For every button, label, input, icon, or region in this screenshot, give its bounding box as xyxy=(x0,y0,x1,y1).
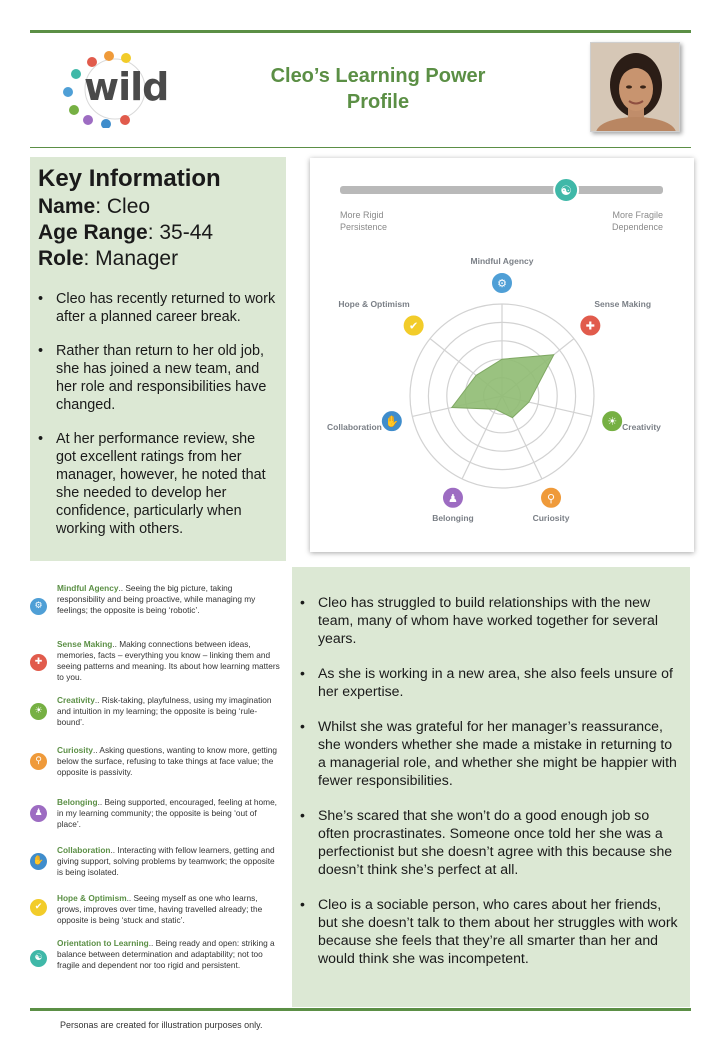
role-label: Role xyxy=(38,247,84,270)
story-bullet: • Cleo is a sociable person, who cares about her friends, but she doesn’t talk to them about her struggles with work because she feels that they’re all smarter than her and would think she was incompetent. xyxy=(300,895,678,967)
age-label: Age Range xyxy=(38,221,148,244)
people-icon: ♟ xyxy=(30,805,47,822)
key-information-bullet: • Cleo has recently returned to work after a planned career break. xyxy=(38,290,278,326)
story-bullet: • As she is working in a new area, she also feels unsure of her expertise. xyxy=(300,664,678,700)
yin-yang-icon: ☯ xyxy=(560,184,572,199)
name-value: : Cleo xyxy=(95,195,151,218)
logo-text: wild xyxy=(84,65,169,109)
definition-term: Creativity xyxy=(57,695,95,705)
lightbulb-icon: ☀ xyxy=(30,703,47,720)
magnifier-icon: ⚲ xyxy=(30,753,47,770)
definition-text: .. Risk-taking, playfulness, using my imagination and intuition in my learning; the opposite is being ‘rule-bound’. xyxy=(57,695,272,727)
puzzle-icon: ✚ xyxy=(30,654,47,671)
radar-axis-label: Sense Making xyxy=(594,298,652,309)
role-value: : Manager xyxy=(83,247,179,270)
thumbs-up-icon-glyph: ✔ xyxy=(409,319,419,333)
name-label: Name xyxy=(38,195,96,218)
definition-text: .. Being ready and open: striking a balance between determination and adaptability; not too fragile and dependent nor too rigid and persistent. xyxy=(57,938,275,970)
radar-axis-label: Mindful Agency xyxy=(470,256,534,266)
definition-term: Hope & Optimism xyxy=(57,893,127,903)
radar-axis-label: Hope & Optimism xyxy=(338,298,410,309)
definition-term: Mindful Agency xyxy=(57,583,119,593)
title-line-1: Cleo’s Learning Power xyxy=(270,65,486,87)
radar-axis-label: Collaboration xyxy=(327,422,382,433)
radar-axis-label: Curiosity xyxy=(532,512,570,523)
gear-icon-glyph: ⚙ xyxy=(497,277,507,290)
bottom-rule xyxy=(30,1008,691,1011)
title-line-2: Profile xyxy=(346,91,410,113)
age-row xyxy=(38,220,278,246)
radar-axis-label: Belonging xyxy=(432,512,474,523)
orientation-slider-track xyxy=(340,186,663,194)
definition-term: Curiosity xyxy=(57,745,93,755)
name-row xyxy=(38,194,278,220)
definition-term: Belonging xyxy=(57,797,98,807)
definition-text: .. Making connections between ideas, memories, facts – everything you know – linking them and seeing patterns and meaning. Its about how learning matters to you. xyxy=(57,639,280,682)
handshake-icon: ✋ xyxy=(30,853,47,870)
key-information-bullet: • Rather than return to her old job, she has joined a new team, and her role and responsibilities have changed. xyxy=(38,342,278,414)
thumbs-up-icon: ✔ xyxy=(30,899,47,916)
definition-text: .. Being supported, encouraged, feeling at home, in my learning community; the opposite is being ‘out of place’. xyxy=(57,797,277,829)
wild-logo xyxy=(60,50,170,128)
key-information-heading: Key Information xyxy=(38,165,221,192)
puzzle-icon-glyph: ✚ xyxy=(585,319,595,333)
handshake-icon-glyph: ✋ xyxy=(384,415,399,429)
radar-axis-label: Creativity xyxy=(622,422,661,433)
footer-note: Personas are created for illustration purposes only. xyxy=(60,1020,263,1030)
magnifier-icon-glyph: ⚲ xyxy=(546,491,556,505)
role-row xyxy=(38,246,278,272)
age-value: : 35-44 xyxy=(147,221,214,244)
key-information-bullet: • At her performance review, she got excellent ratings from her manager, however, he noted that she needed to develop her confidence, particularly when working with others. xyxy=(38,430,278,538)
lightbulb-icon-glyph: ☀ xyxy=(607,415,618,429)
definition-text: .. Asking questions, wanting to know more, getting below the surface, refusing to take things at face value; the opposite is passivity. xyxy=(57,745,277,777)
persona-photo xyxy=(590,42,680,132)
persona-story-panel xyxy=(292,567,690,1007)
key-information-panel xyxy=(30,157,286,561)
definition-term: Collaboration xyxy=(57,845,111,855)
gear-icon: ⚙ xyxy=(30,598,47,615)
definition-text: .. Seeing myself as one who learns, grows, improves over time, having travelled already; the opposite is being ‘stuck and static’. xyxy=(57,893,263,925)
people-icon-glyph: ♟ xyxy=(448,491,458,505)
story-bullet: • She’s scared that she won’t do a good enough job so often procrastinates. Someone once told her she was a perfectionist but she doesn’t agree with this because she doesn’t think she’s perfect at all. xyxy=(300,806,678,878)
top-rule xyxy=(30,30,691,33)
story-bullet: • Whilst she was grateful for her manager’s reassurance, she wonders whether she made a mistake in returning to a managerial role, and whether she might be happier with fewer responsibilities. xyxy=(300,717,678,789)
definition-text: .. Seeing the big picture, taking responsibility and being proactive, while managing my feelings; the opposite is being ‘robotic’. xyxy=(57,583,256,615)
orientation-left-label: More Rigid Persistence xyxy=(340,210,388,232)
header-divider xyxy=(30,147,691,148)
story-bullet: • Cleo has struggled to build relationships with the new team, many of whom have worked together for several years. xyxy=(300,593,678,647)
page-title xyxy=(230,63,526,115)
learning-power-chart xyxy=(310,158,694,552)
key-information-bullets xyxy=(38,290,278,538)
definition-term: Orientation to Learning xyxy=(57,938,149,948)
definition-term: Sense Making xyxy=(57,639,113,649)
definition-text: .. Interacting with fellow learners, getting and giving support, solving problems by teamwork; the opposite is being isolated. xyxy=(57,845,275,877)
persona-story-bullets xyxy=(300,593,678,967)
yin-yang-icon: ☯ xyxy=(30,950,47,967)
orientation-right-label: More Fragile Dependence xyxy=(611,210,663,232)
